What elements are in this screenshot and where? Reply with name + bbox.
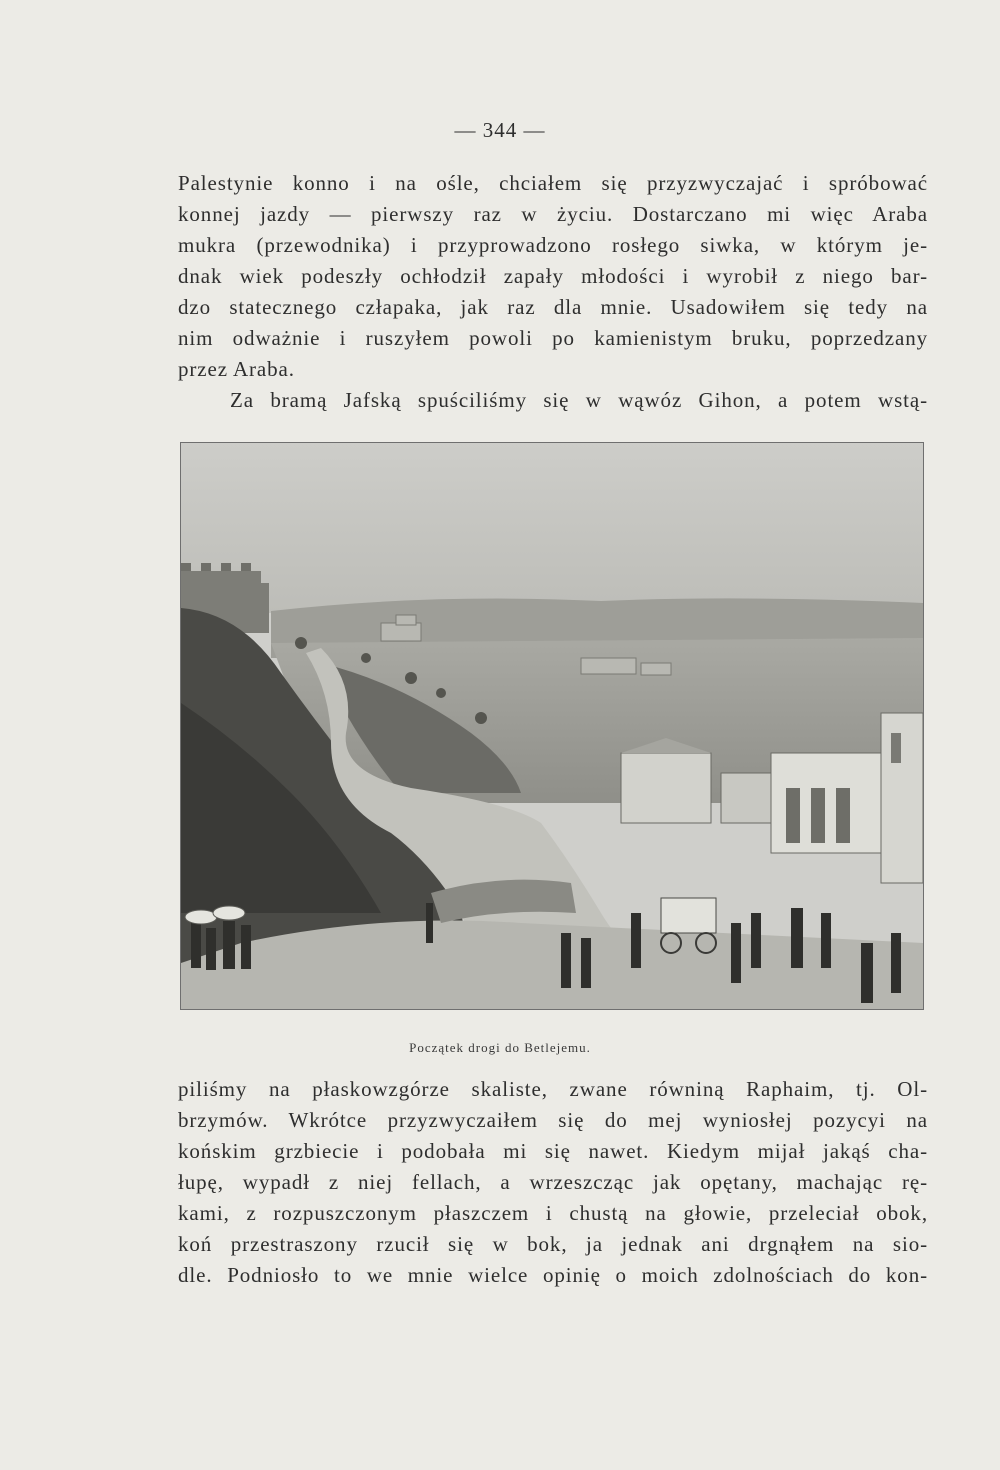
text-line: łupę, wypadł z niej fellach, a wrzeszcząc jak opętany, machając rę- [178,1170,928,1194]
sky [181,443,923,613]
foreground-plaza [181,921,923,1010]
text-block-bottom [178,1074,928,1291]
text-line: Za bramą Jafską spuściliśmy się w wąwóz Gihon, a potem wstą- [230,388,928,412]
text-line: kami, z rozpuszczonym płaszczem i chustą na głowie, przeleciał obok, [178,1201,928,1225]
photograph-road-to-bethlehem [180,442,924,1010]
text-line: przez Araba. [178,357,295,381]
text-line: konnej jazdy — pierwszy raz w życiu. Dostarczano mi więc Araba [178,202,928,226]
text-block-top [178,168,928,416]
text-line: końskim grzbiecie i podobała mi się nawet. Kiedym mijał jakąś cha- [178,1139,928,1163]
text-line: dnak wiek podeszły ochłodził zapały młodości i wyrobił z niego bar- [178,264,928,288]
page-number: — 344 — [454,118,546,142]
text-line: mukra (przewodnika) i przyprowadzono rosłego siwka, w którym je- [178,233,928,257]
text-line: brzymów. Wkrótce przyzwyczaiłem się do mej wyniosłej pozycyi na [178,1108,928,1132]
text-line: piliśmy na płaskowzgórze skaliste, zwane równiną Raphaim, tj. Ol- [178,1077,928,1101]
text-line: Palestynie konno i na ośle, chciałem się przyzwyczajać i spróbować [178,171,928,195]
text-line: dle. Podniosło to we mnie wielce opinię o moich zdolnościach do kon- [178,1263,928,1287]
photo-illustration [181,443,923,1009]
figure-caption: Początek drogi do Betlejemu. [409,1040,591,1055]
text-line: koń przestraszony rzucił się w bok, ja jednak ani drgnąłem na sio- [178,1232,928,1256]
text-line: dzo statecznego człapaka, jak raz dla mnie. Usadowiłem się tedy na [178,295,928,319]
text-line: nim odważnie i ruszyłem powoli po kamienistym bruku, poprzedzany [178,326,928,350]
